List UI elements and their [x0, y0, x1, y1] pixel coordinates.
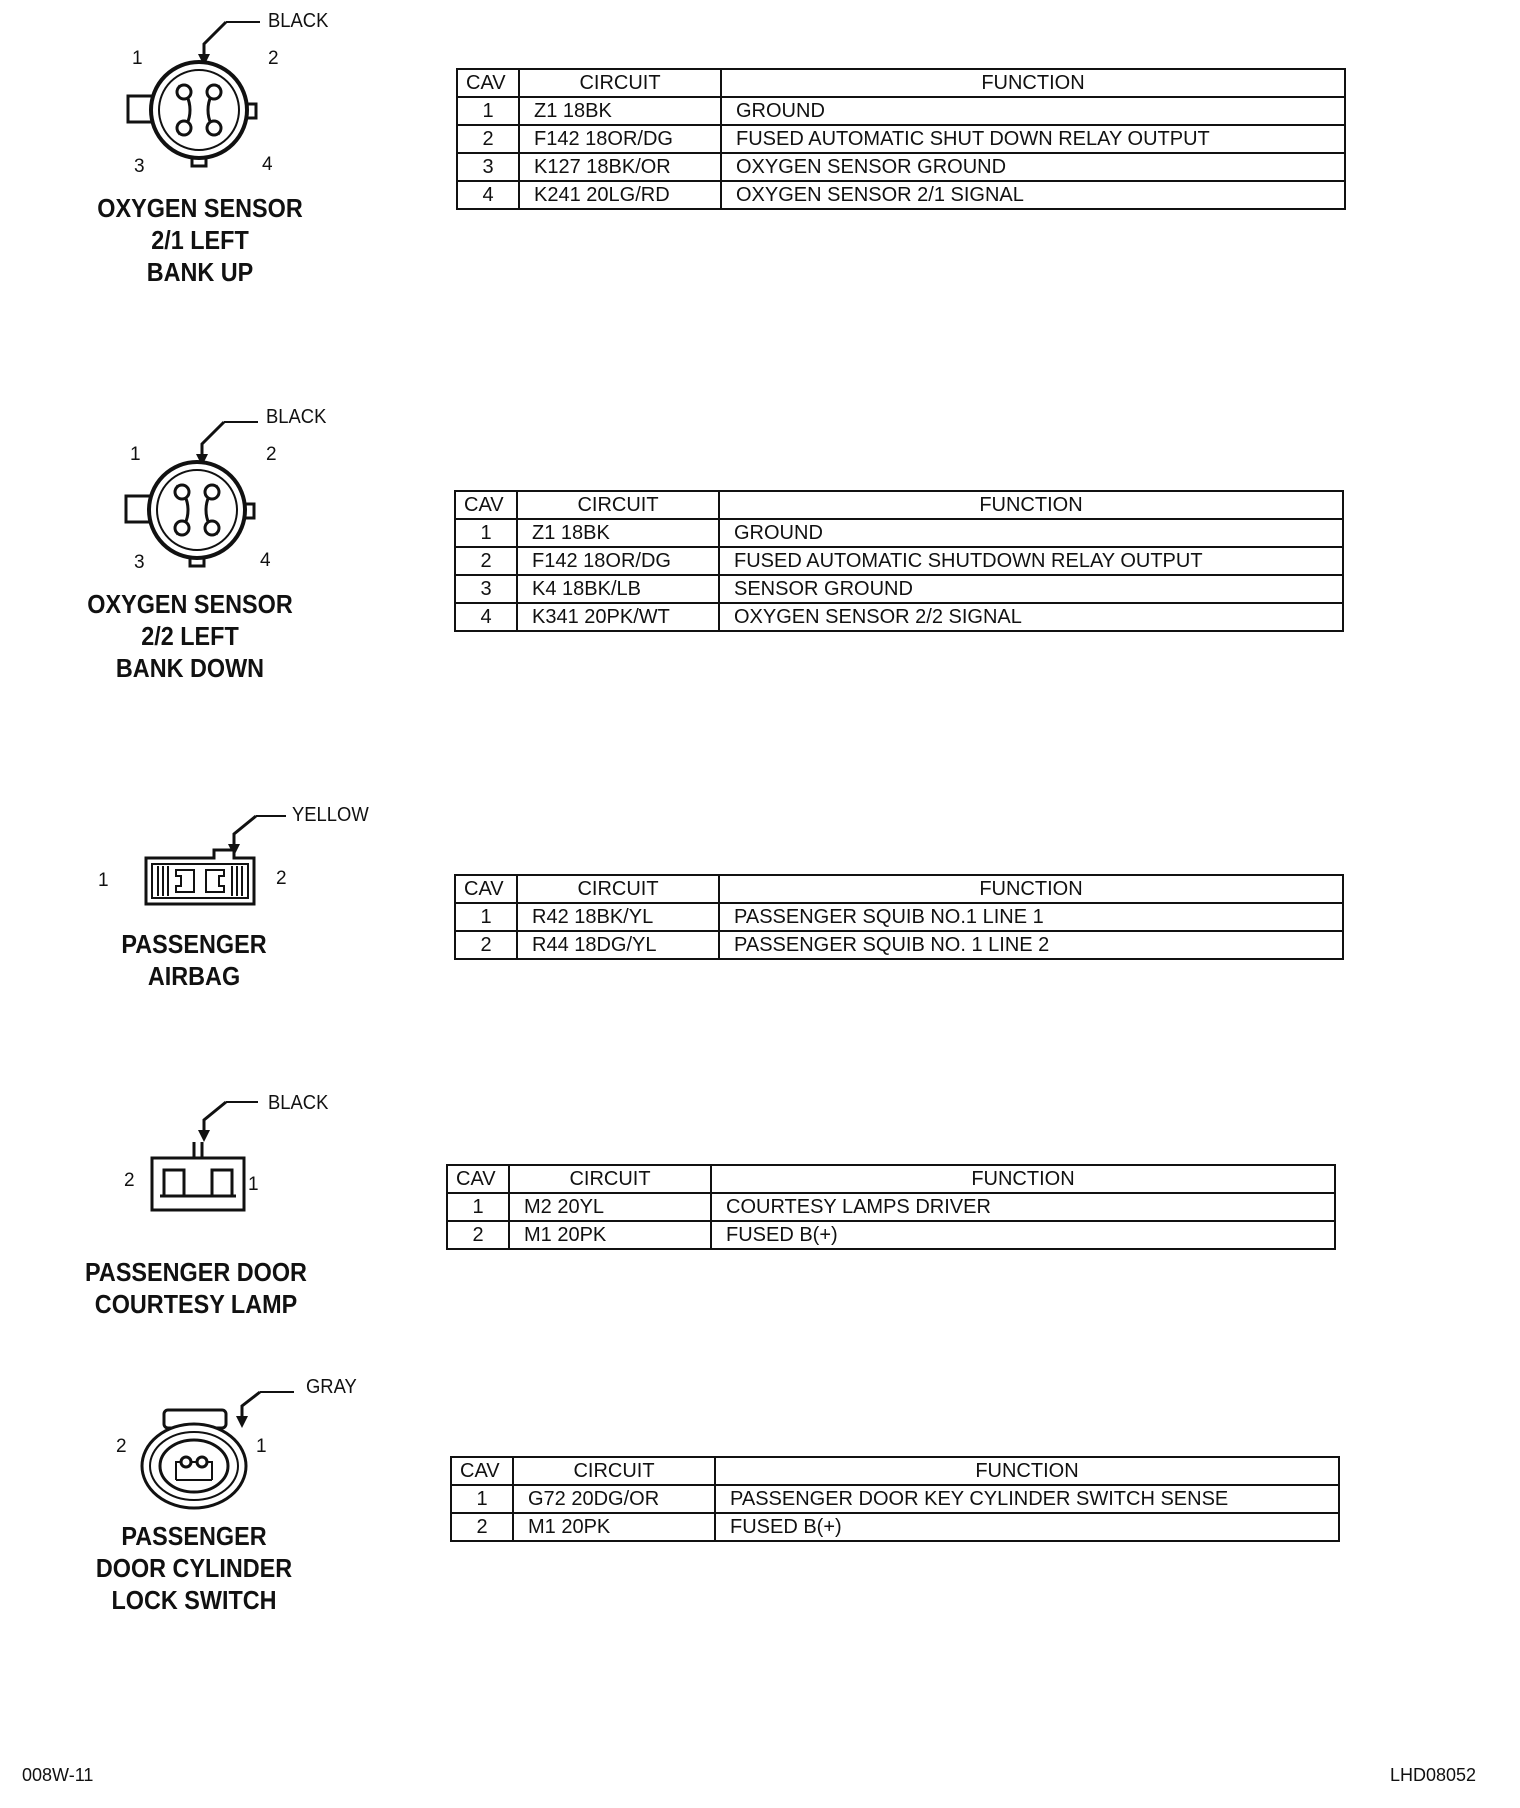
- table-row: 1 R42 18BK/YL PASSENGER SQUIB NO.1 LINE 1: [455, 903, 1343, 931]
- connector-pin-table: [454, 490, 1344, 632]
- pin-label: 1: [130, 444, 141, 465]
- pin-label: 4: [262, 154, 273, 175]
- table-header-row: CAV CIRCUIT FUNCTION: [451, 1457, 1339, 1485]
- connector-color-label: BLACK: [266, 406, 327, 428]
- round-4-pin-connector-icon: [118, 410, 318, 580]
- table-row: 1 G72 20DG/OR PASSENGER DOOR KEY CYLINDER SWITCH SENSE: [451, 1485, 1339, 1513]
- connector-title: PASSENGER AIRBAG: [121, 929, 267, 991]
- table-header-row: CAV CIRCUIT FUNCTION: [455, 491, 1343, 519]
- connector-pin-table: [450, 1456, 1340, 1542]
- page-reference-right: LHD08052: [1389, 1765, 1476, 1785]
- table-header-row: CAV CIRCUIT FUNCTION: [455, 875, 1343, 903]
- table-row: 2 R44 18DG/YL PASSENGER SQUIB NO. 1 LINE 2: [455, 931, 1343, 959]
- pin-label: 2: [266, 444, 277, 465]
- connector-section-door-cylinder-lock-switch: [0, 1370, 1520, 1630]
- oval-2-pin-connector-icon: [130, 1376, 330, 1506]
- connector-title: OXYGEN SENSOR 2/2 LEFT BANK DOWN: [87, 589, 293, 683]
- connector-section-passenger-airbag: [0, 790, 1520, 1010]
- connector-title: PASSENGER DOOR COURTESY LAMP: [85, 1257, 307, 1319]
- table-row: 2 F142 18OR/DG FUSED AUTOMATIC SHUT DOWN RELAY OUTPUT: [457, 125, 1345, 153]
- connector-section-courtesy-lamp: [0, 1080, 1520, 1330]
- table-row: 3 K127 18BK/OR OXYGEN SENSOR GROUND: [457, 153, 1345, 181]
- pin-label: 1: [248, 1174, 259, 1195]
- table-row: 4 K341 20PK/WT OXYGEN SENSOR 2/2 SIGNAL: [455, 603, 1343, 631]
- table-row: 2 M1 20PK FUSED B(+): [451, 1513, 1339, 1541]
- round-4-pin-connector-icon: [120, 10, 320, 180]
- pin-label: 2: [116, 1436, 127, 1457]
- connector-color-label: BLACK: [268, 1092, 329, 1114]
- table-row: 1 M2 20YL COURTESY LAMPS DRIVER: [447, 1193, 1335, 1221]
- table-row: 4 K241 20LG/RD OXYGEN SENSOR 2/1 SIGNAL: [457, 181, 1345, 209]
- connector-section-oxygen-sensor-2-1: [0, 0, 1520, 300]
- connector-color-label: YELLOW: [292, 804, 369, 826]
- pin-label: 2: [276, 868, 287, 889]
- pin-label: 1: [132, 48, 143, 69]
- pin-label: 3: [134, 552, 145, 573]
- pin-label: 4: [260, 550, 271, 571]
- connector-pin-table: [456, 68, 1346, 210]
- connector-title: OXYGEN SENSOR 2/1 LEFT BANK UP: [97, 193, 303, 287]
- connector-color-label: BLACK: [268, 10, 329, 32]
- table-row: 1 Z1 18BK GROUND: [455, 519, 1343, 547]
- pin-label: 1: [256, 1436, 267, 1457]
- pin-label: 3: [134, 156, 145, 177]
- connector-pin-table: [446, 1164, 1336, 1250]
- pin-label: 1: [98, 870, 109, 891]
- table-row: 3 K4 18BK/LB SENSOR GROUND: [455, 575, 1343, 603]
- connector-section-oxygen-sensor-2-2: [0, 400, 1520, 700]
- page-reference-left: 008W-11: [22, 1765, 94, 1785]
- table-row: 1 Z1 18BK GROUND: [457, 97, 1345, 125]
- table-row: 2 M1 20PK FUSED B(+): [447, 1221, 1335, 1249]
- table-header-row: CAV CIRCUIT FUNCTION: [457, 69, 1345, 97]
- connector-color-label: GRAY: [306, 1376, 357, 1398]
- connector-title: PASSENGER DOOR CYLINDER LOCK SWITCH: [95, 1521, 293, 1615]
- pin-label: 2: [268, 48, 279, 69]
- table-header-row: CAV CIRCUIT FUNCTION: [447, 1165, 1335, 1193]
- table-row: 2 F142 18OR/DG FUSED AUTOMATIC SHUTDOWN RELAY OUTPUT: [455, 547, 1343, 575]
- pin-label: 2: [124, 1170, 135, 1191]
- connector-pin-table: [454, 874, 1344, 960]
